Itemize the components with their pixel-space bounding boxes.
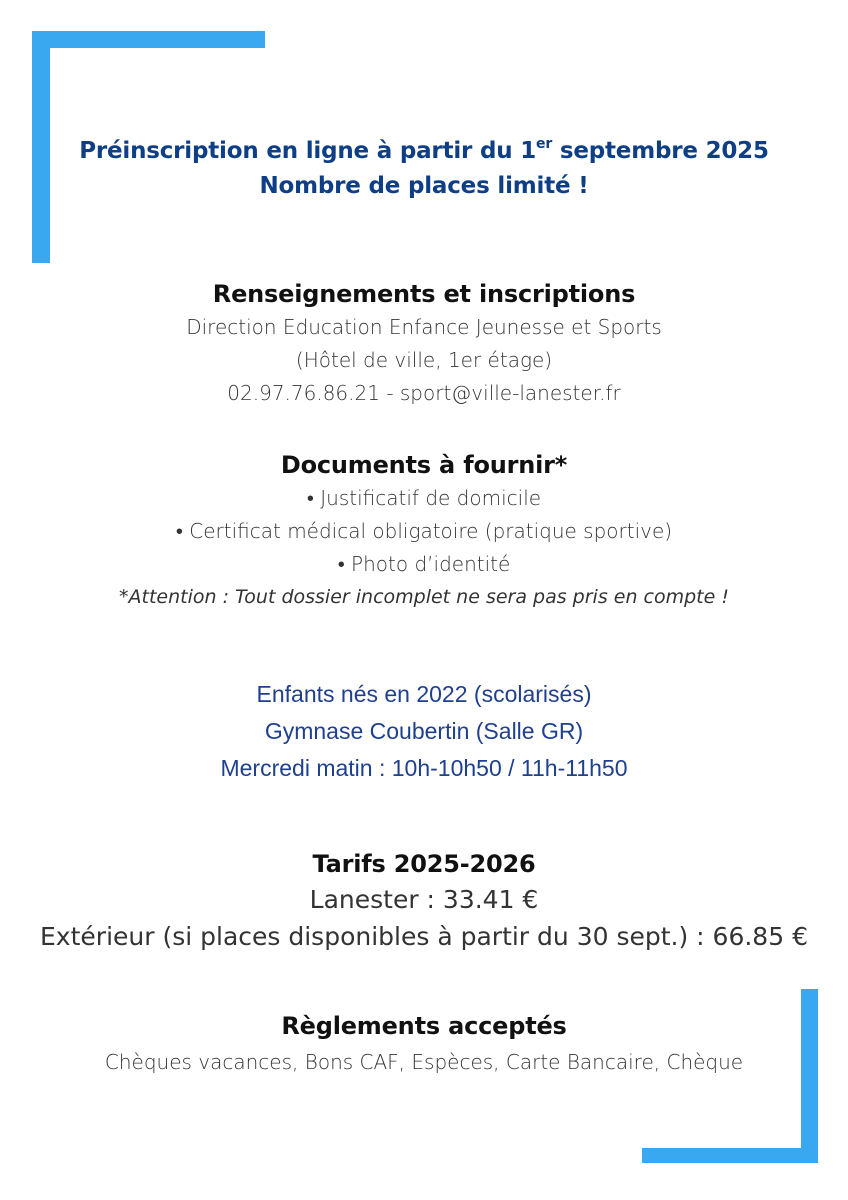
payments-section	[0, 1009, 848, 1079]
session-section	[0, 676, 848, 787]
headline-line-1: Préinscription en ligne à partir du 1er septembre 2025	[79, 136, 769, 164]
documents-note: *Attention : Tout dossier incomplet ne sera pas pris en compte !	[119, 586, 729, 608]
contact-section	[0, 277, 848, 410]
pricing-title: Tarifs 2025-2026	[312, 850, 536, 878]
session-line: Mercredi matin : 10h-10h50 / 11h-11h50	[220, 755, 628, 781]
document-item: • Photo d’identité	[337, 552, 511, 576]
contact-title: Renseignements et inscriptions	[212, 280, 636, 308]
session-line: Enfants nés en 2022 (scolarisés)	[256, 681, 592, 707]
pricing-section	[0, 847, 848, 955]
document-item: • Certificat médical obligatoire (pratique sportive)	[175, 519, 673, 543]
bottom-right-bracket-horizontal	[642, 1148, 818, 1163]
top-left-bracket-horizontal	[32, 31, 265, 48]
price-line: Extérieur (si places disponibles à partir du 30 sept.) : 66.85 €	[40, 922, 808, 951]
ordinal-superscript: er	[536, 136, 553, 152]
documents-title: Documents à fournir*	[280, 451, 568, 479]
contact-line: (Hôtel de ville, 1er étage)	[295, 348, 553, 372]
payments-title: Règlements acceptés	[281, 1012, 567, 1040]
price-line: Lanester : 33.41 €	[309, 885, 539, 914]
headline-line-2: Nombre de places limité !	[259, 173, 589, 199]
contact-line: 02.97.76.86.21 - sport@ville-lanester.fr	[227, 381, 621, 405]
payments-methods: Chèques vacances, Bons CAF, Espèces, Carte Bancaire, Chèque	[104, 1050, 744, 1074]
document-item: • Justificatif de domicile	[306, 486, 542, 510]
preregistration-headline	[0, 134, 848, 204]
contact-line: Direction Education Enfance Jeunesse et Sports	[186, 315, 662, 339]
documents-section	[0, 448, 848, 613]
session-line: Gymnase Coubertin (Salle GR)	[264, 718, 584, 744]
